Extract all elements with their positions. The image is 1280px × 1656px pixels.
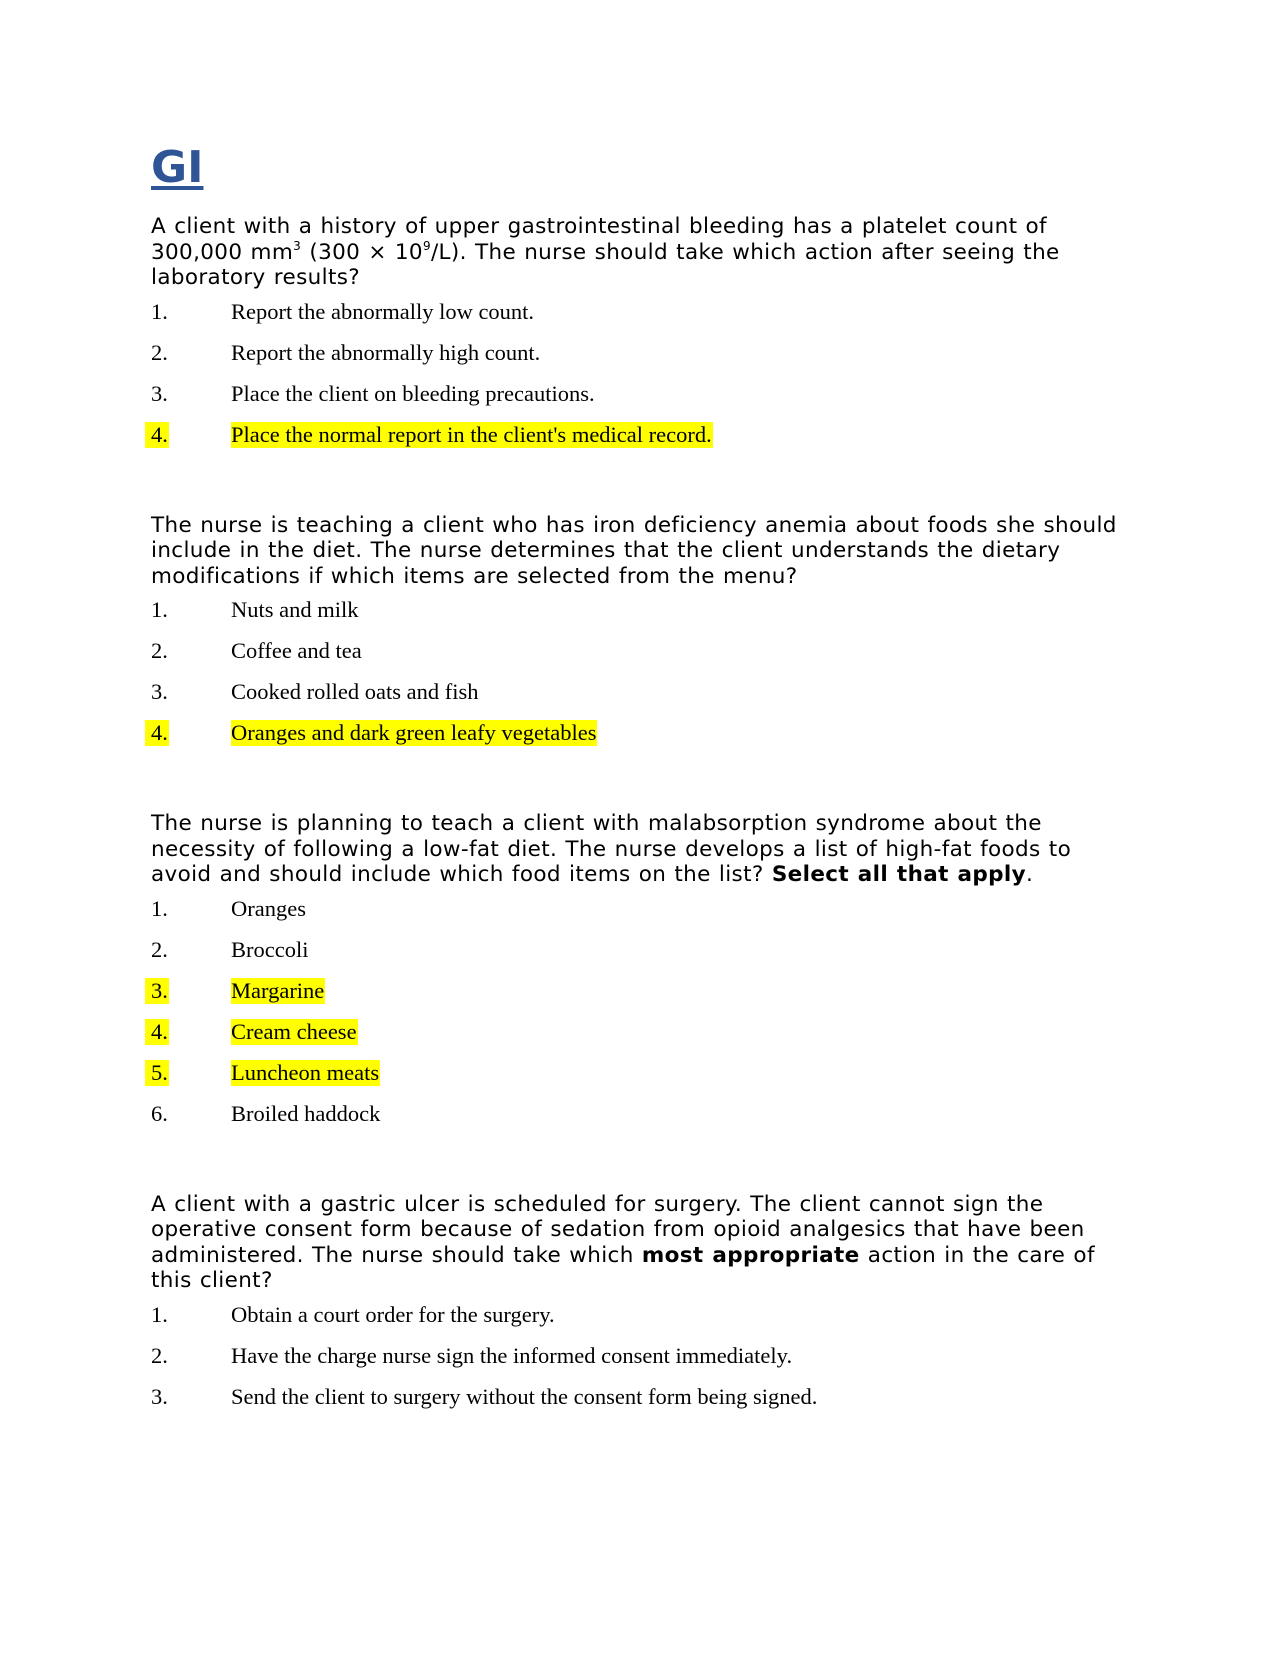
option-text: Cream cheese bbox=[231, 1018, 357, 1044]
option-text: Place the normal report in the client's medical record. bbox=[231, 421, 712, 447]
option-number: 1. bbox=[151, 597, 168, 622]
option-text: Have the charge nurse sign the informed consent immediately. bbox=[231, 1342, 793, 1368]
option-number: 2. bbox=[151, 1342, 168, 1368]
emphasis-text: most appropriate bbox=[641, 1242, 860, 1268]
page-title: GI bbox=[151, 142, 204, 193]
answer-options bbox=[151, 1302, 1131, 1425]
select-all-instruction: Select all that apply bbox=[771, 862, 1026, 887]
option-text: Place the client on bleeding precautions. bbox=[231, 380, 595, 406]
answer-option bbox=[151, 978, 1131, 1019]
answer-option bbox=[151, 1019, 1131, 1060]
option-text: Coffee and tea bbox=[231, 638, 362, 663]
option-text: Oranges and dark green leafy vegetables bbox=[231, 720, 597, 745]
question-2 bbox=[151, 513, 1131, 762]
option-number: 2. bbox=[151, 936, 168, 962]
option-text: Obtain a court order for the surgery. bbox=[231, 1301, 555, 1327]
question-stem: The nurse is teaching a client who has iron deficiency anemia about foods she should include in the diet. The nurse determines that the client understands the dietary modifications if which items are selected from the menu? bbox=[151, 512, 1117, 589]
question-stem: A client with a history of upper gastrointestinal bleeding has a platelet count of 300,000 $mm^3$ $(300 \times 10^9/L)$. The nurse should take which action after seeing the laboratory results? bbox=[151, 214, 1060, 290]
option-text: Luncheon meats bbox=[231, 1059, 380, 1085]
option-number: 3. bbox=[151, 1383, 168, 1409]
option-text: Broiled haddock bbox=[231, 1100, 381, 1126]
answer-option bbox=[151, 597, 1131, 638]
option-number: 2. bbox=[151, 339, 168, 365]
answer-option bbox=[151, 937, 1131, 978]
option-text: Nuts and milk bbox=[231, 597, 359, 622]
question-stem: A client with a gastric ulcer is scheduled for surgery. The client cannot sign the operative consent form because of sedation from opioid analgesics that have been administered. The nurse should take which most appropriate action in the care of this client? bbox=[151, 1191, 1095, 1293]
answer-option bbox=[151, 1302, 1131, 1343]
answer-option bbox=[151, 422, 1131, 463]
document-page bbox=[151, 140, 1131, 1475]
question-4 bbox=[151, 1192, 1131, 1425]
option-number: 2. bbox=[151, 638, 168, 663]
answer-option bbox=[151, 638, 1131, 679]
answer-option bbox=[151, 1343, 1131, 1384]
answer-option bbox=[151, 1060, 1131, 1101]
option-number: 4. bbox=[145, 1019, 169, 1045]
option-text: Oranges bbox=[231, 895, 306, 921]
option-number: 3. bbox=[151, 679, 168, 704]
answer-options bbox=[151, 299, 1131, 463]
option-number: 1. bbox=[151, 1301, 168, 1327]
answer-option bbox=[151, 720, 1131, 761]
question-3 bbox=[151, 811, 1131, 1142]
option-number: 5. bbox=[145, 1060, 169, 1086]
answer-option bbox=[151, 1384, 1131, 1425]
option-text: Margarine bbox=[231, 977, 325, 1003]
answer-options bbox=[151, 597, 1131, 761]
answer-option bbox=[151, 679, 1131, 720]
option-number: 3. bbox=[151, 380, 168, 406]
answer-option bbox=[151, 896, 1131, 937]
option-number: 4. bbox=[145, 720, 169, 746]
option-text: Report the abnormally low count. bbox=[231, 298, 535, 324]
answer-option bbox=[151, 1101, 1131, 1142]
question-stem: The nurse is planning to teach a client with malabsorption syndrome about the necessity of following a low-fat diet. The nurse develops a list of high-fat foods to avoid and should include which food items on the list? Select all that apply. bbox=[151, 811, 1072, 887]
answer-option bbox=[151, 299, 1131, 340]
answer-option bbox=[151, 381, 1131, 422]
answer-options bbox=[151, 896, 1131, 1142]
option-text: Broccoli bbox=[231, 936, 309, 962]
option-text: Send the client to surgery without the consent form being signed. bbox=[231, 1383, 818, 1409]
option-number: 3. bbox=[145, 978, 169, 1004]
option-number: 4. bbox=[145, 422, 169, 448]
option-number: 6. bbox=[151, 1100, 168, 1126]
option-number: 1. bbox=[151, 298, 168, 324]
answer-option bbox=[151, 340, 1131, 381]
option-text: Report the abnormally high count. bbox=[231, 339, 541, 365]
option-number: 1. bbox=[151, 895, 168, 921]
option-text: Cooked rolled oats and fish bbox=[231, 679, 479, 704]
question-1 bbox=[151, 214, 1131, 463]
